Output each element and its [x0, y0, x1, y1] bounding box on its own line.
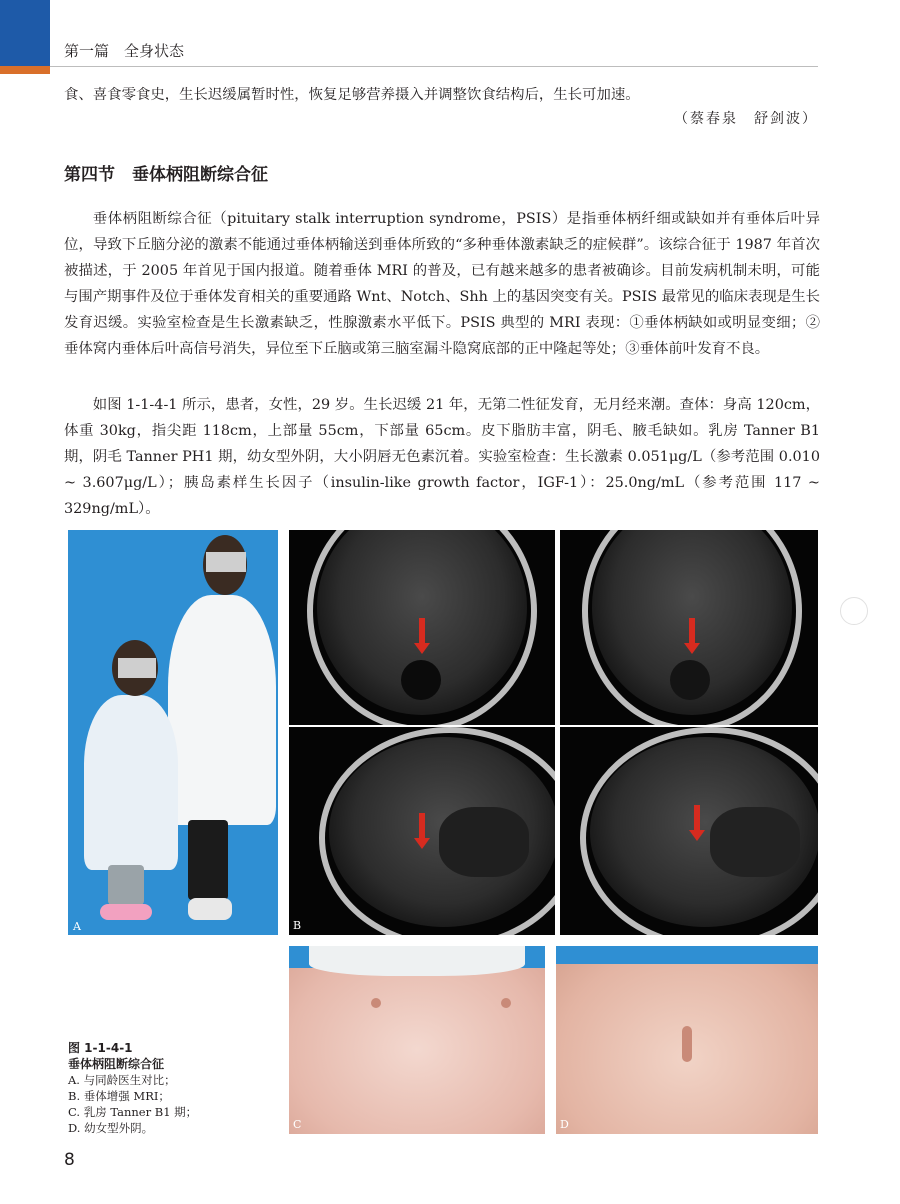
genital-region: [682, 1026, 692, 1062]
right-nipple: [501, 998, 511, 1008]
red-arrow-indicator: [419, 618, 425, 644]
authors: （蔡春泉 舒剑波）: [674, 111, 818, 127]
mri-coronal-right: [560, 530, 818, 725]
caption-title: 垂体柄阻断综合征: [68, 1057, 165, 1071]
watermark-stamp: [840, 597, 868, 625]
caption-item: C. 乳房 Tanner B1 期；: [68, 1105, 198, 1119]
figure-caption: [68, 1040, 278, 1136]
caption-item: A. 与同龄医生对比；: [68, 1073, 176, 1087]
caption-figure-number: 图 1-1-4-1: [68, 1041, 133, 1055]
left-nipple: [371, 998, 381, 1008]
caption-item: B. 垂体增强 MRI；: [68, 1089, 170, 1103]
red-arrow-indicator: [689, 618, 695, 644]
mri-sagittal-left: [289, 727, 555, 935]
running-header: 第一篇 全身状态: [64, 42, 185, 60]
figure-panel-a-photo: [68, 530, 278, 935]
panel-label-b: B: [293, 919, 302, 932]
header-accent-stripe: [0, 66, 50, 74]
header-rule: [50, 66, 818, 67]
doctor-legs: [188, 820, 228, 900]
doctor-shoes: [188, 898, 232, 920]
figure-panel-d-photo: [556, 946, 818, 1134]
panel-label-d: D: [560, 1118, 569, 1131]
patient-shoes: [100, 904, 152, 920]
header-color-block: [0, 0, 50, 66]
intro-paragraph: 食、喜食零食史，生长迟缓属暂时性，恢复足够营养摄入并调整饮食结构后，生长可加速。: [64, 87, 640, 103]
patient-figure: [84, 695, 178, 870]
pituitary-region: [670, 660, 710, 700]
mri-coronal-left: [289, 530, 555, 725]
figure-panel-c-photo: [289, 946, 545, 1134]
patient-legs: [108, 865, 144, 905]
pituitary-region: [401, 660, 441, 700]
section-title: 第四节 垂体柄阻断综合征: [64, 165, 268, 185]
panel-label-c: C: [293, 1118, 302, 1131]
doctor-face-mask: [206, 552, 246, 572]
red-arrow-indicator: [694, 805, 700, 831]
case-paragraph: 如图 1-1-4-1 所示，患者，女性，29 岁。生长迟缓 21 年，无第二性征发育，无月经来潮。查体：身高 120cm，体重 30kg，指尖距 118cm，上部量 55cm，下部量 65cm。皮下脂肪丰富，阴毛、腋毛缺如。乳房 Tanner B1 期，阴毛 Tanner PH1 期，幼女型外阴，大小阴唇无色素沉着。实验室检查：生长激素 0.051μg/L（参考范围 0.010 ~ 3.607μg/L）；胰岛素样生长因子（insulin-like growth factor，IGF-1）：25.0ng/mL（参考范围 117 ~ 329ng/mL）。: [64, 397, 820, 517]
doctor-figure: [168, 595, 276, 825]
cerebellum-region: [710, 807, 800, 877]
patient-face-mask: [118, 658, 156, 678]
red-arrow-indicator: [419, 813, 425, 839]
photo-background-strip: [556, 946, 818, 964]
definition-paragraph: 垂体柄阻断综合征（pituitary stalk interruption syndrome，PSIS）是指垂体柄纤细或缺如并有垂体后叶异位，导致下丘脑分泌的激素不能通过垂体柄输送到垂体所致的“多种垂体激素缺乏的症候群”。该综合征于 1987 年首次被描述，于 2005 年首见于国内报道。随着垂体 MRI 的普及，已有越来越多的患者被确诊。目前发病机制未明，可能与围产期事件及位于垂体发育相关的重要通路 Wnt、Notch、Shh 上的基因突变有关。PSIS 最常见的临床表现是生长发育迟缓。实验室检查是生长激素缺乏，性腺激素水平低下。PSIS 典型的 MRI 表现：①垂体柄缺如或明显变细；②垂体窝内垂体后叶高信号消失，异位至下丘脑或第三脑室漏斗隐窝底部的正中隆起等处；③垂体前叶发育不良。: [64, 211, 820, 357]
caption-item: D. 幼女型外阴。: [68, 1121, 154, 1135]
mri-sagittal-right: [560, 727, 818, 935]
lifted-garment: [309, 946, 525, 976]
cerebellum-region: [439, 807, 529, 877]
panel-label-a: A: [73, 920, 81, 933]
page-number: 8: [64, 1150, 75, 1170]
